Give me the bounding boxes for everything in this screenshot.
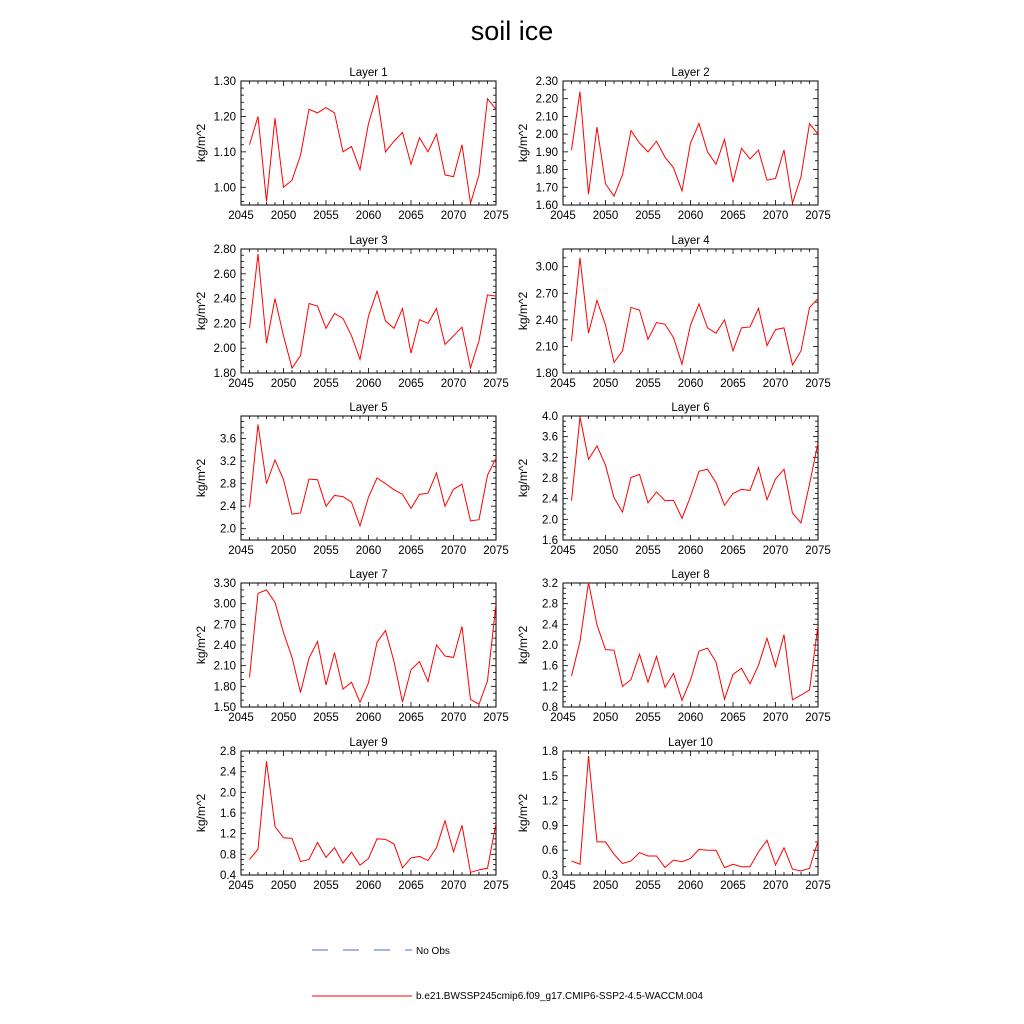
y-tick-label: 4.0 [542,411,558,423]
x-tick-label: 2065 [720,712,746,724]
y-axis-label: kg/m^2 [516,291,530,331]
series-line [572,92,819,204]
panel-2 [516,67,831,222]
plot-frame [241,249,496,373]
y-tick-label: 1.90 [535,146,558,159]
y-axis-label: kg/m^2 [194,793,208,833]
series-line [572,258,819,365]
y-tick-label: 2.20 [535,93,558,106]
y-tick-label: 0.8 [542,702,558,714]
x-tick-label: 2055 [313,712,339,724]
y-tick-label: 2.0 [542,640,558,652]
panel-6 [516,402,831,557]
panel-title: Layer 8 [671,569,710,581]
y-tick-label: 2.0 [542,514,558,527]
y-tick-label: 2.8 [542,598,558,611]
x-tick-label: 2055 [313,880,339,892]
x-tick-label: 2050 [592,545,619,557]
x-tick-label: 2060 [355,545,382,557]
panel-title: Layer 6 [671,402,710,414]
y-tick-label: 2.0 [220,523,236,536]
plot-frame [563,583,818,707]
plot-frame [563,249,818,373]
x-tick-label: 2060 [355,712,382,724]
y-tick-label: 2.10 [535,341,558,354]
y-tick-label: 1.5 [542,770,558,783]
x-tick-label: 2060 [355,378,382,390]
x-tick-label: 2050 [270,378,297,390]
y-tick-label: 1.2 [542,681,558,694]
x-tick-label: 2050 [270,545,297,557]
x-tick-label: 2060 [677,378,704,390]
x-tick-label: 2070 [762,378,789,390]
x-tick-label: 2050 [592,378,619,390]
y-tick-label: 2.4 [220,766,236,779]
plot-frame [563,416,818,540]
x-tick-label: 2075 [483,210,509,222]
panel-title: Layer 3 [349,235,388,247]
series-line [250,590,497,704]
x-tick-label: 2070 [762,880,789,892]
y-tick-label: 1.70 [535,182,558,195]
x-tick-label: 2070 [440,880,467,892]
y-axis-label: kg/m^2 [194,123,208,163]
y-tick-label: 2.00 [213,343,236,356]
y-tick-label: 2.8 [220,746,236,758]
y-tick-label: 2.70 [535,288,558,301]
x-tick-label: 2075 [805,210,831,222]
x-tick-label: 2055 [313,210,339,222]
y-tick-label: 1.80 [535,368,558,380]
y-tick-label: 3.30 [213,578,236,590]
y-axis-label: kg/m^2 [516,123,530,163]
y-tick-label: 2.4 [542,493,558,506]
x-tick-label: 2075 [805,378,831,390]
x-tick-label: 2065 [398,210,424,222]
y-tick-label: 2.8 [542,473,558,485]
x-tick-label: 2045 [228,378,254,390]
x-tick-label: 2075 [483,545,509,557]
x-tick-label: 2060 [677,210,704,222]
y-tick-label: 1.20 [213,111,236,124]
x-tick-label: 2055 [635,378,661,390]
y-axis-label: kg/m^2 [516,458,530,498]
y-tick-label: 2.4 [542,619,558,632]
x-tick-label: 2045 [550,712,576,724]
y-tick-label: 2.70 [213,619,236,632]
y-tick-label: 3.2 [542,452,558,465]
x-tick-label: 2050 [270,880,297,892]
y-tick-label: 1.6 [542,660,558,673]
x-tick-label: 2070 [440,210,467,222]
x-tick-label: 2070 [440,712,467,724]
x-tick-label: 2045 [550,545,576,557]
x-tick-label: 2045 [550,880,576,892]
legend-obs-label: No Obs [416,946,450,957]
x-tick-label: 2050 [270,712,297,724]
y-axis-label: kg/m^2 [516,625,530,665]
panel-8 [516,569,831,724]
panel-7 [194,569,509,724]
series-line [572,756,819,871]
y-axis-label: kg/m^2 [516,793,530,833]
series-line [572,417,819,523]
y-tick-label: 2.10 [535,111,558,124]
y-tick-label: 1.50 [213,702,236,714]
x-tick-label: 2060 [355,210,382,222]
y-tick-label: 2.20 [213,318,236,331]
x-tick-label: 2050 [592,712,619,724]
x-tick-label: 2055 [635,210,661,222]
y-axis-label: kg/m^2 [194,458,208,498]
panel-title: Layer 9 [349,737,388,749]
y-tick-label: 2.4 [220,501,236,514]
y-tick-label: 2.0 [220,787,236,800]
x-tick-label: 2055 [313,378,339,390]
y-tick-label: 1.80 [535,164,558,177]
x-tick-label: 2075 [805,545,831,557]
y-tick-label: 1.8 [542,746,558,758]
y-tick-label: 1.2 [542,795,558,808]
y-tick-label: 1.6 [220,808,236,820]
y-tick-label: 0.8 [220,849,236,862]
y-tick-label: 1.60 [535,200,558,212]
y-tick-label: 2.30 [535,76,558,88]
panel-title: Layer 4 [671,235,710,247]
panel-4 [516,235,831,390]
plot-frame [241,81,496,205]
x-tick-label: 2065 [720,378,746,390]
x-tick-label: 2070 [440,545,467,557]
y-tick-label: 3.2 [220,456,236,469]
y-tick-label: 1.10 [213,146,236,159]
panel-3 [194,235,509,390]
plot-frame [241,583,496,707]
y-tick-label: 2.10 [213,660,236,673]
y-axis-label: kg/m^2 [194,291,208,331]
y-tick-label: 1.30 [213,76,236,88]
y-tick-label: 1.80 [213,368,236,380]
x-tick-label: 2065 [720,545,746,557]
x-tick-label: 2065 [398,545,424,557]
x-tick-label: 2060 [677,545,704,557]
y-tick-label: 0.3 [542,870,558,882]
legend-model-label: b.e21.BWSSP245cmip6.f09_g17.CMIP6-SSP2-4.5-WACCM.004 [416,991,703,1002]
x-tick-label: 2055 [635,880,661,892]
y-tick-label: 0.9 [542,820,558,833]
panel-title: Layer 1 [349,67,388,79]
x-tick-label: 2060 [677,712,704,724]
x-tick-label: 2070 [440,378,467,390]
series-line [250,95,497,203]
series-line [250,254,497,368]
x-tick-label: 2075 [483,712,509,724]
y-tick-label: 3.2 [542,578,558,590]
x-tick-label: 2055 [635,545,661,557]
panel-title: Layer 10 [668,737,713,749]
panel-5 [194,402,509,557]
y-tick-label: 0.4 [220,870,236,882]
x-tick-label: 2065 [720,880,746,892]
y-tick-label: 2.60 [213,268,236,281]
y-tick-label: 2.8 [220,478,236,491]
y-tick-label: 2.40 [535,314,558,327]
x-tick-label: 2075 [483,880,509,892]
panel-9 [194,737,509,892]
x-tick-label: 2045 [228,210,254,222]
x-tick-label: 2070 [762,712,789,724]
panel-title: Layer 7 [349,569,388,581]
y-tick-label: 2.40 [213,293,236,306]
x-tick-label: 2075 [483,378,509,390]
x-tick-label: 2070 [762,210,789,222]
plot-frame [241,416,496,540]
y-tick-label: 1.2 [220,828,236,841]
x-tick-label: 2060 [355,880,382,892]
y-axis-label: kg/m^2 [194,625,208,665]
panel-10 [516,737,831,892]
panel-title: Layer 5 [349,402,388,414]
x-tick-label: 2065 [398,378,424,390]
y-tick-label: 2.40 [213,640,236,652]
series-line [250,424,497,525]
x-tick-label: 2045 [228,712,254,724]
figure-title: soil ice [470,16,554,46]
x-tick-label: 2065 [398,712,424,724]
y-tick-label: 3.6 [542,431,558,444]
x-tick-label: 2045 [550,378,576,390]
y-tick-label: 3.00 [535,261,558,274]
panel-title: Layer 2 [671,67,710,79]
legend [312,946,703,1002]
x-tick-label: 2050 [592,880,619,892]
x-tick-label: 2065 [398,880,424,892]
x-tick-label: 2045 [550,210,576,222]
x-tick-label: 2075 [805,880,831,892]
panels-group [194,67,831,892]
y-tick-label: 3.6 [220,433,236,446]
x-tick-label: 2055 [635,712,661,724]
y-tick-label: 1.80 [213,681,236,694]
y-tick-label: 1.00 [213,182,236,195]
y-tick-label: 3.00 [213,598,236,611]
y-tick-label: 2.80 [213,244,236,256]
x-tick-label: 2050 [592,210,619,222]
y-tick-label: 1.6 [542,535,558,547]
x-tick-label: 2045 [228,880,254,892]
x-tick-label: 2050 [270,210,297,222]
y-tick-label: 0.6 [542,845,558,858]
x-tick-label: 2075 [805,712,831,724]
x-tick-label: 2055 [313,545,339,557]
plot-frame [241,751,496,875]
y-tick-label: 2.00 [535,129,558,142]
series-line [572,582,819,700]
panel-1 [194,67,509,222]
x-tick-label: 2070 [762,545,789,557]
x-tick-label: 2065 [720,210,746,222]
x-tick-label: 2060 [677,880,704,892]
x-tick-label: 2045 [228,545,254,557]
series-line [250,761,497,872]
